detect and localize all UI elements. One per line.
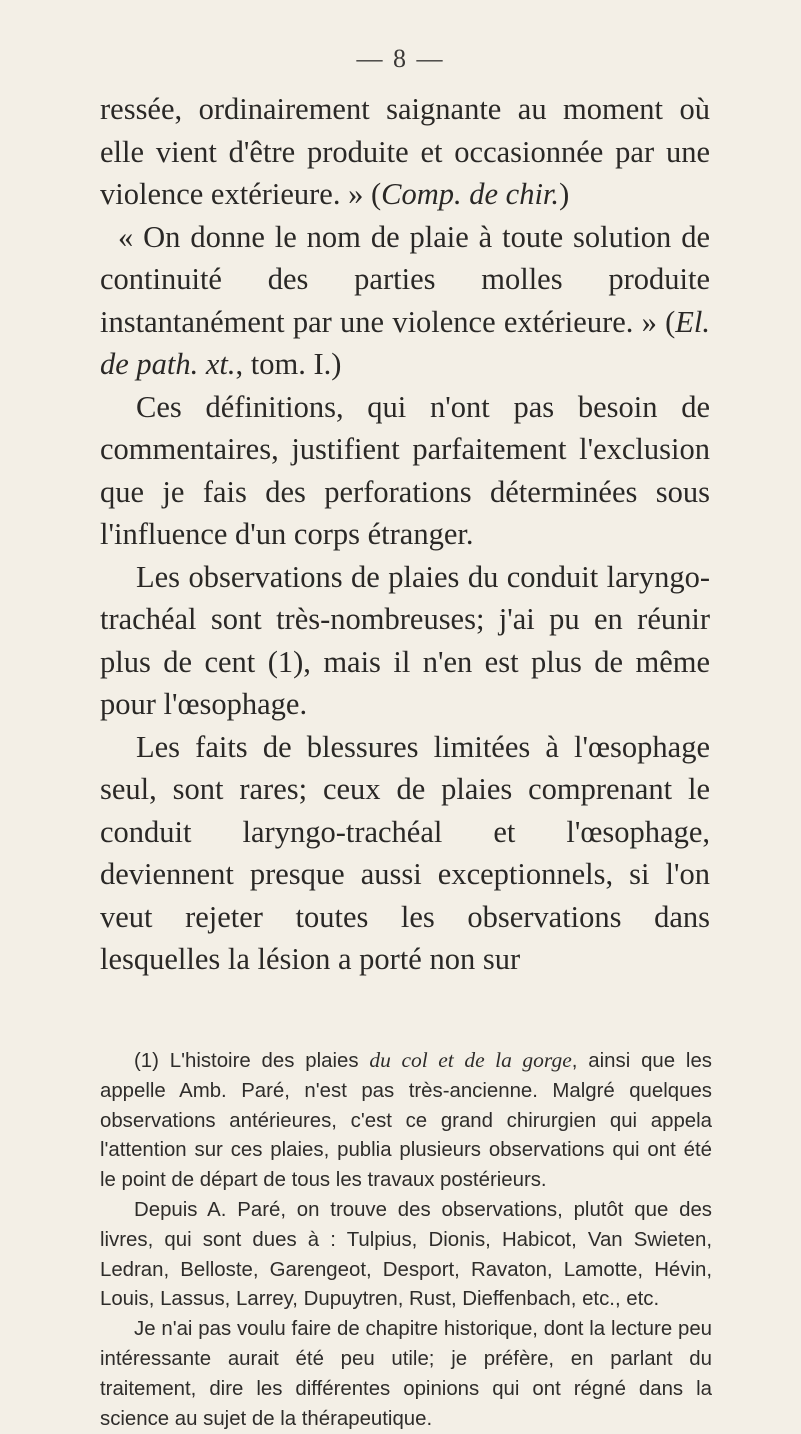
- footnote-italic: du col et de la gorge: [369, 1048, 572, 1072]
- paragraph: Les observations de plaies du conduit laryngo-trachéal sont très-nombreuses; j'ai pu en réunir plus de cent (1), mais il n'en est plus de même pour l'œsophage.: [100, 559, 710, 721]
- paragraph: Ces définitions, qui n'ont pas besoin de commentaires, justifient parfaitement l'exclusion que je fais des perforations déterminées sous l'influence d'un corps étranger.: [100, 389, 710, 551]
- footnote-paragraph: Depuis A. Paré, on trouve des observations, plutôt que des livres, qui sont dues à : Tulpius, Dionis, Habicot, Van Swieten, Ledran, Belloste, Garengeot, Desport, Ravaton, Lamotte, Hévin, Louis, Lassus, Larrey, Dupuytren, Rust, Dieffenbach, etc., etc.: [100, 1198, 712, 1311]
- citation-reference: Comp. de chir.: [381, 177, 560, 211]
- citation-reference: El. de path. xt.: [100, 304, 710, 381]
- paragraph-text: , tom. I.): [235, 347, 342, 381]
- main-text: [100, 88, 710, 981]
- footnote: [100, 1046, 712, 1196]
- footnote-paragraph: Je n'ai pas voulu faire de chapitre historique, dont la lecture peu intéressante aurait été peu utile; je préfère, en parlant du traitement, dire les différentes opinions qui ont régné dans la science au sujet de la thérapeutique.: [100, 1318, 712, 1430]
- paragraph-continued: [100, 88, 710, 216]
- paragraph-quote: [100, 216, 710, 386]
- paragraph-text: ): [559, 177, 570, 211]
- paragraph: Les faits de blessures limitées à l'œsophage seul, sont rares; ceux de plaies comprenant le conduit laryngo-trachéal et l'œsophage, deviennent presque aussi exceptionnels, si l'on veut rejeter toutes les observations dans lesquelles la lésion a porté non sur: [100, 729, 710, 976]
- paragraph-text: « On donne le nom de plaie à toute solution de continuité des parties molles produite instantanément par une violence extérieure. » (: [100, 219, 710, 339]
- paragraph-text: ressée, ordinairement saignante au moment où elle vient d'être produite et occasionnée par une violence extérieure. » (: [100, 92, 710, 211]
- footnotes: [100, 1046, 712, 1434]
- footnote-text: , ainsi que les appelle Amb. Paré, n'est pas très-ancienne. Malgré quelques observations antérieures, c'est ce grand chirurgien qui appela l'attention sur ces plaies, publia plusieurs observations qui ont été le point de départ de tous les travaux postérieurs.: [100, 1050, 712, 1192]
- footnote-text: (1) L'histoire des plaies: [134, 1050, 370, 1072]
- page-number: — 8 —: [356, 44, 445, 73]
